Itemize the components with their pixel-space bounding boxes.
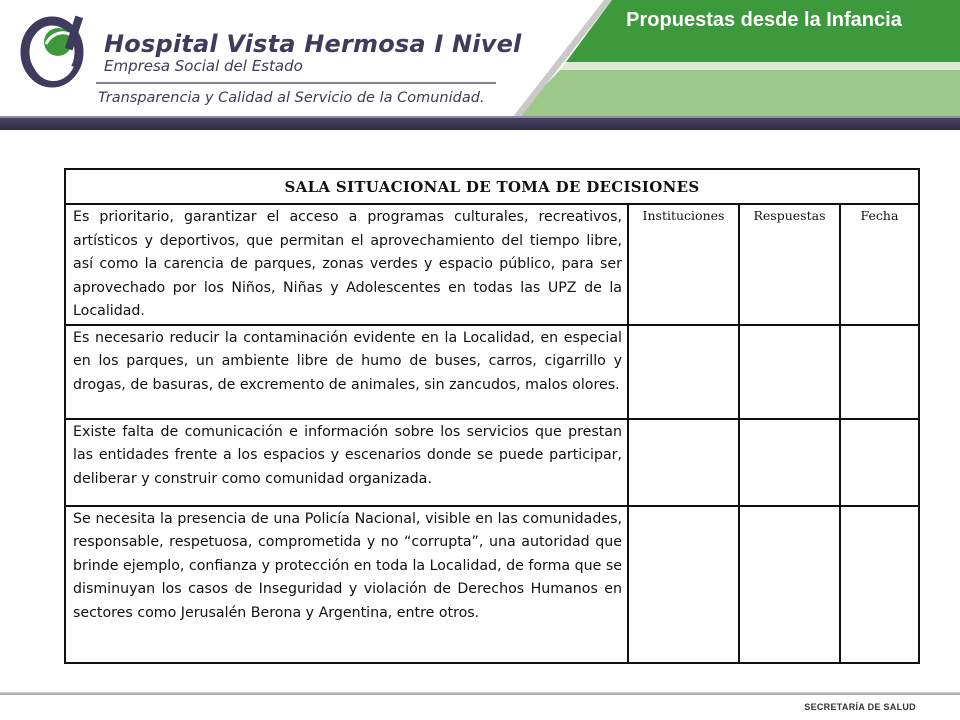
footer-divider [0,692,960,695]
header-bar [0,118,960,130]
issue-cell: Es prioritario, garantizar el acceso a programas culturales, recreativos, artísticos y deportivos, que permitan el aprovechamiento del tiempo libre, así como la carencia de parques, zonas verdes y espacio público, para ser aprovechado por los Niños, Niñas y Adolescentes en todas las UPZ de la Localidad. [65,204,628,325]
column-header-respuestas: Respuestas [739,204,840,325]
issue-cell: Es necesario reducir la contaminación evidente en la Localidad, en especial en los parques, un ambiente libre de humo de buses, carros, cigarrillo y drogas, de basuras, de excremento de animales, sin zancudos, malos olores. [65,325,628,419]
empty-cell [840,325,919,419]
table-row [65,506,919,664]
empty-cell [739,419,840,506]
empty-cell [628,419,739,506]
column-header-fecha: Fecha [840,204,919,325]
table-row [65,204,919,325]
table-title: SALA SITUACIONAL DE TOMA DE DECISIONES [65,169,919,204]
table-row [65,325,919,419]
hospital-logo-icon [20,14,90,88]
decision-table-container [64,168,918,664]
footer-label: SECRETARÍA DE SALUD [804,702,916,712]
hospital-subtitle: Empresa Social del Estado [104,57,303,75]
empty-cell [840,506,919,664]
empty-cell [628,506,739,664]
slide-header [0,0,960,132]
banner-light-green [514,70,960,118]
hospital-slogan: Transparencia y Calidad al Servicio de la Comunidad. [98,90,485,106]
issue-cell: Existe falta de comunicación e información sobre los servicios que prestan las entidades frente a los espacios y escenarios donde se puede participar, deliberar y construir como comunidad organizada. [65,419,628,506]
banner-mid-stripe [560,62,960,70]
hospital-name: Hospital Vista Hermosa I Nivel [104,30,522,58]
empty-cell [628,325,739,419]
slide-title: Propuestas desde la Infancia [626,9,902,31]
empty-cell [840,419,919,506]
decision-table [64,168,920,664]
empty-cell [739,506,840,664]
issue-cell: Se necesita la presencia de una Policía Nacional, visible en las comunidades, responsable, respetuosa, comprometida y no “corrupta”, una autoridad que brinde ejemplo, confianza y protección en toda la Localidad, de forma que se disminuyan los casos de Inseguridad y violación de Derechos Humanos en sectores como Jerusalén Berona y Argentina, entre otros. [65,506,628,664]
empty-cell [739,325,840,419]
logo-divider [96,82,496,84]
table-row [65,419,919,506]
table-title-row [65,169,919,204]
column-header-instituciones: Instituciones [628,204,739,325]
